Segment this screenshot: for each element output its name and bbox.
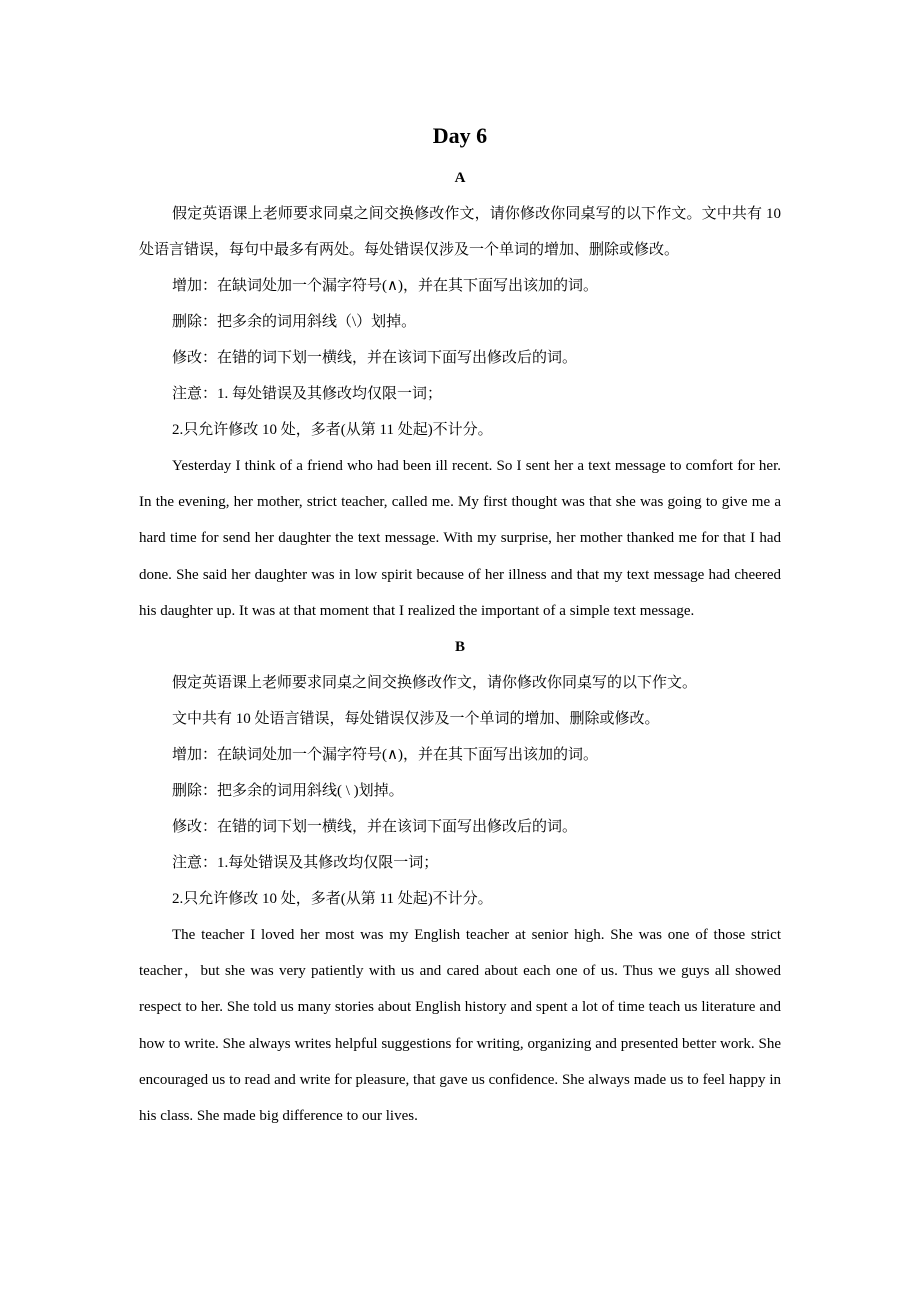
section-b-instruction-modify: 修改：在错的词下划一横线，并在该词下面写出修改后的词。	[172, 819, 578, 836]
section-a-instruction-modify: 修改：在错的词下划一横线，并在该词下面写出修改后的词。	[172, 350, 578, 366]
section-b-instruction-intro: 假定英语课上老师要求同桌之间交换修改作文，请你修改你同桌写的以下作文。	[172, 675, 698, 692]
section-a-note-1: 注意：1. 每处错误及其修改均仅限一词；	[172, 386, 443, 402]
section-b-note-2: 2.只允许修改 10 处，多者(从第 11 处起)不计分。	[172, 891, 493, 908]
section-a-label: A	[454, 170, 466, 186]
section-b-instruction-add: 增加：在缺词处加一个漏字符号(∧)，并在其下面写出该加的词。	[172, 747, 598, 764]
page-title: Day 6	[432, 123, 488, 148]
section-b	[139, 629, 781, 1134]
section-a-note-2: 2.只允许修改 10 处，多者(从第 11 处起)不计分。	[172, 422, 493, 438]
section-b-instruction-delete: 删除：把多余的词用斜线( \ )划掉。	[172, 783, 404, 800]
section-b-label: B	[454, 639, 465, 656]
section-b-note-1: 注意：1.每处错误及其修改均仅限一词；	[172, 855, 439, 872]
section-a-instruction-intro: 假定英语课上老师要求同桌之间交换修改作文，请你修改你同桌写的以下作文。文中共有 10 处语言错误，每句中最多有两处。每处错误仅涉及一个单词的增加、删除或修改。	[139, 206, 781, 258]
section-a-passage: Yesterday I think of a friend who had been ill recent. So I sent her a text message to comfort for her. In the evening, her mother, strict teacher, called me. My first thought was that she was going to give me a hard time for send her daughter the text message. With my surprise, her mother thanked me for that I had done. She said her daughter was in low spirit because of her illness and that my text message had cheered his daughter up. It was at that moment that I realized the important of a simple text message.	[139, 458, 781, 619]
document-page	[139, 118, 781, 1134]
section-a-instruction-add: 增加：在缺词处加一个漏字符号(∧)，并在其下面写出该加的词。	[172, 278, 598, 294]
section-a	[139, 160, 781, 629]
section-b-instruction-count: 文中共有 10 处语言错误，每处错误仅涉及一个单词的增加、删除或修改。	[172, 711, 660, 728]
section-b-passage: The teacher I loved her most was my English teacher at senior high. She was one of those strict teacher，but she was very patiently with us and cared about each one of us. Thus we guys all showed respect to her. She told us many stories about English history and spent a lot of time teach us literature and how to write. She always writes helpful suggestions for writing, organizing and presented better work. She encouraged us to read and write for pleasure, that gave us confidence. She always made us to feel happy in his class. She made big difference to our lives.	[139, 927, 781, 1125]
section-a-instruction-delete: 删除：把多余的词用斜线（\）划掉。	[172, 314, 417, 330]
